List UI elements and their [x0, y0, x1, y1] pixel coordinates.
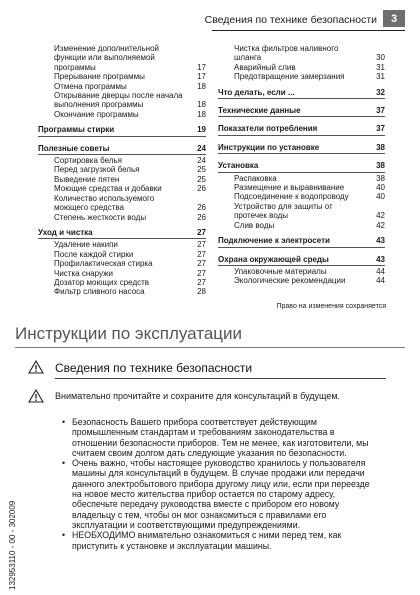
- toc-entry: [38, 240, 206, 249]
- toc-entry-title: Изменение дополнительной функции или выполняемой программы: [54, 44, 159, 72]
- safety-bullet-list: [62, 417, 380, 551]
- toc-entry: [38, 259, 206, 268]
- toc-section-entry: [218, 161, 385, 172]
- toc-entry-title: Моющие средства и добавки: [54, 184, 162, 194]
- toc-entry-page: 18: [197, 81, 206, 91]
- toc-entry: [218, 276, 385, 285]
- toc-entry-title: Полезные советы: [38, 143, 110, 153]
- toc-entry-title: Что делать, если ...: [218, 87, 295, 97]
- safety-heading-rule: [55, 378, 386, 379]
- toc-entry: [38, 110, 206, 119]
- toc-entry: [38, 287, 206, 296]
- rights-notice: Право на изменения сохраняется: [276, 303, 386, 310]
- toc-entry: [38, 165, 206, 174]
- toc-entry-page: 24: [197, 143, 206, 153]
- toc-entry-title: Показатели потребления: [218, 124, 318, 134]
- toc-entry-title: Экологические рекомендации: [234, 276, 346, 286]
- toc-entry: [218, 221, 385, 230]
- toc-entry-page: 40: [376, 192, 385, 202]
- toc-entry-page: 27: [197, 227, 206, 237]
- toc-entry-title: Устройство для защиты от протечек воды: [234, 201, 333, 221]
- toc-entry-title: Упаковочные материалы: [234, 266, 327, 276]
- toc-right-column: [218, 44, 385, 286]
- toc-entry-page: 43: [376, 254, 385, 264]
- toc-entry-page: 18: [197, 100, 206, 110]
- toc-entry-page: 17: [197, 62, 206, 72]
- bullet-item: • Безопасность Вашего прибора соответствует действующим промышленным стандартам и требованиям законодательства в отношении безопасности приборов. Тем не менее, как изготовители, мы считаем своим долгом дать следующие указания по безопасности.: [62, 417, 380, 458]
- header-title: Сведения по технике безопасности: [204, 14, 377, 26]
- manual-title-rule: [15, 347, 405, 348]
- toc-entry-title: Чистка фильтров наливного шланга: [234, 44, 339, 63]
- toc-entry-title: Слив воды: [234, 220, 275, 230]
- toc-entry: [38, 82, 206, 91]
- toc-entry-page: 38: [376, 173, 385, 183]
- toc-entry-title: Окончание программы: [54, 109, 139, 119]
- toc-entry-title: Отмена программы: [54, 81, 127, 91]
- toc-entry-title: Открывание дверцы после начала выполнения программы: [54, 91, 183, 110]
- toc-entry-title: Подключение к электросети: [218, 236, 330, 246]
- toc-entry-title: Выведение пятен: [54, 174, 120, 184]
- toc-entry-title: Подсоединение к водопроводу: [234, 192, 349, 202]
- toc-section-entry: [218, 236, 385, 247]
- toc-section-entry: [218, 124, 385, 135]
- toc-entry-page: 26: [197, 203, 206, 213]
- toc-entry-title: Размещение и выравнивание: [234, 183, 345, 193]
- toc-entry-page: 37: [376, 106, 385, 116]
- toc-entry-title: Степень жесткости воды: [54, 212, 147, 222]
- toc-entry-title: Распаковка: [234, 173, 277, 183]
- toc-entry-page: 44: [376, 266, 385, 276]
- toc-entry-page: 31: [376, 72, 385, 82]
- bullet-item: • НЕОБХОДИМО внимательно ознакомиться с ними перед тем, как приступить к установке и эксплуатации машины.: [62, 530, 380, 551]
- toc-entry-title: Предотвращение замерзания: [234, 72, 345, 82]
- toc-entry: [38, 156, 206, 165]
- toc-entry-title: Количество используемого моющего средства: [54, 193, 155, 213]
- toc-entry-title: Прерывание программы: [54, 72, 145, 82]
- toc-entry: [38, 278, 206, 287]
- toc-entry: [38, 91, 206, 110]
- toc-entry: [38, 72, 206, 81]
- toc-section-entry: [218, 255, 385, 266]
- toc-entry: [38, 250, 206, 259]
- toc-entry: [218, 72, 385, 81]
- toc-entry-title: После каждой стирки: [54, 249, 134, 259]
- toc-entry: [218, 183, 385, 192]
- toc-section-entry: [38, 125, 206, 136]
- toc-entry-page: 28: [197, 287, 206, 297]
- toc-entry-page: 32: [376, 87, 385, 97]
- toc-section-entry: [218, 106, 385, 117]
- toc-entry-page: 44: [376, 276, 385, 286]
- toc-entry-page: 30: [376, 53, 385, 63]
- page-number-badge: 3: [383, 10, 405, 27]
- toc-entry-page: 38: [376, 161, 385, 171]
- toc-entry-page: 43: [376, 236, 385, 246]
- toc-entry-title: Фильтр сливного насоса: [54, 287, 145, 297]
- toc-entry-page: 25: [197, 165, 206, 175]
- toc-entry-page: 27: [197, 249, 206, 259]
- toc-entry-page: 17: [197, 72, 206, 82]
- toc-left-column: [38, 44, 206, 297]
- toc-entry-title: Технические данные: [218, 106, 301, 116]
- toc-entry-title: Дозатор моющих средств: [54, 277, 150, 287]
- toc-entry-title: Удаление накипи: [54, 240, 118, 250]
- toc-entry-title: Профилактическая стирка: [54, 259, 153, 269]
- toc-entry-page: 37: [376, 124, 385, 134]
- bullet-item: • Очень важно, чтобы настоящее руководство хранилось у пользователя машины для консультаций в будущем. В случае продажи или передачи данного электробытового прибора другому лицу или, если при переезде на новое место жительства прибор остается по старому адресу, обеспечьте передачу руководства вместе с прибором его новому владельцу с тем, чтобы он мог ознакомиться с правилами его эксплуатации и соответствующими предупреждениями.: [62, 458, 380, 530]
- safety-heading: Сведения по технике безопасности: [55, 361, 253, 375]
- toc-entry: [38, 44, 206, 72]
- toc-entry: [218, 267, 385, 276]
- toc-entry: [218, 202, 385, 221]
- header-rule: [212, 30, 405, 31]
- toc-entry: [38, 213, 206, 222]
- toc-entry: [218, 63, 385, 72]
- toc-entry-title: Установка: [218, 161, 259, 171]
- toc-section-entry: [218, 143, 385, 154]
- toc-entry-page: 42: [376, 211, 385, 221]
- toc-entry: [38, 184, 206, 193]
- warning-triangle-icon: [28, 389, 44, 403]
- toc-entry-page: 26: [197, 212, 206, 222]
- toc-entry-page: 27: [197, 259, 206, 269]
- toc-entry-title: Сортировка белья: [54, 156, 122, 166]
- toc-entry: [38, 175, 206, 184]
- safety-intro: Внимательно прочитайте и сохраните для консультаций в будущем.: [55, 391, 341, 401]
- toc-entry: [38, 269, 206, 278]
- toc-entry: [38, 194, 206, 213]
- toc-entry-page: 25: [197, 174, 206, 184]
- warning-triangle-icon: [28, 360, 44, 374]
- toc-section-entry: [38, 228, 206, 239]
- toc-entry: [218, 192, 385, 201]
- toc-entry-page: 27: [197, 240, 206, 250]
- toc-entry-page: 40: [376, 183, 385, 193]
- toc-entry-page: 38: [376, 142, 385, 152]
- toc-entry-page: 27: [197, 277, 206, 287]
- toc-entry-page: 24: [197, 156, 206, 166]
- toc-entry-page: 42: [376, 220, 385, 230]
- toc-entry-title: Программы стирки: [38, 125, 115, 135]
- toc-entry-title: Перед загрузкой белья: [54, 165, 140, 175]
- toc-entry-page: 31: [376, 62, 385, 72]
- toc-entry: [218, 44, 385, 63]
- toc-section-entry: [218, 88, 385, 99]
- toc-entry-page: 18: [197, 109, 206, 119]
- toc-entry-title: Аварийный слив: [234, 62, 296, 72]
- toc-entry-page: 26: [197, 184, 206, 194]
- toc-entry-title: Инструкции по установке: [218, 142, 320, 152]
- toc-section-entry: [38, 144, 206, 155]
- toc-entry-title: Охрана окружающей среды: [218, 254, 329, 264]
- toc-entry-title: Чистка снаружи: [54, 268, 113, 278]
- toc-entry: [218, 174, 385, 183]
- toc-entry-title: Уход и чистка: [38, 227, 93, 237]
- manual-title: Инструкции по эксплуатации: [15, 324, 243, 343]
- toc-entry-page: 27: [197, 268, 206, 278]
- document-code: 132953110 - 00 - 302009: [8, 500, 17, 590]
- toc-entry-page: 19: [197, 125, 206, 135]
